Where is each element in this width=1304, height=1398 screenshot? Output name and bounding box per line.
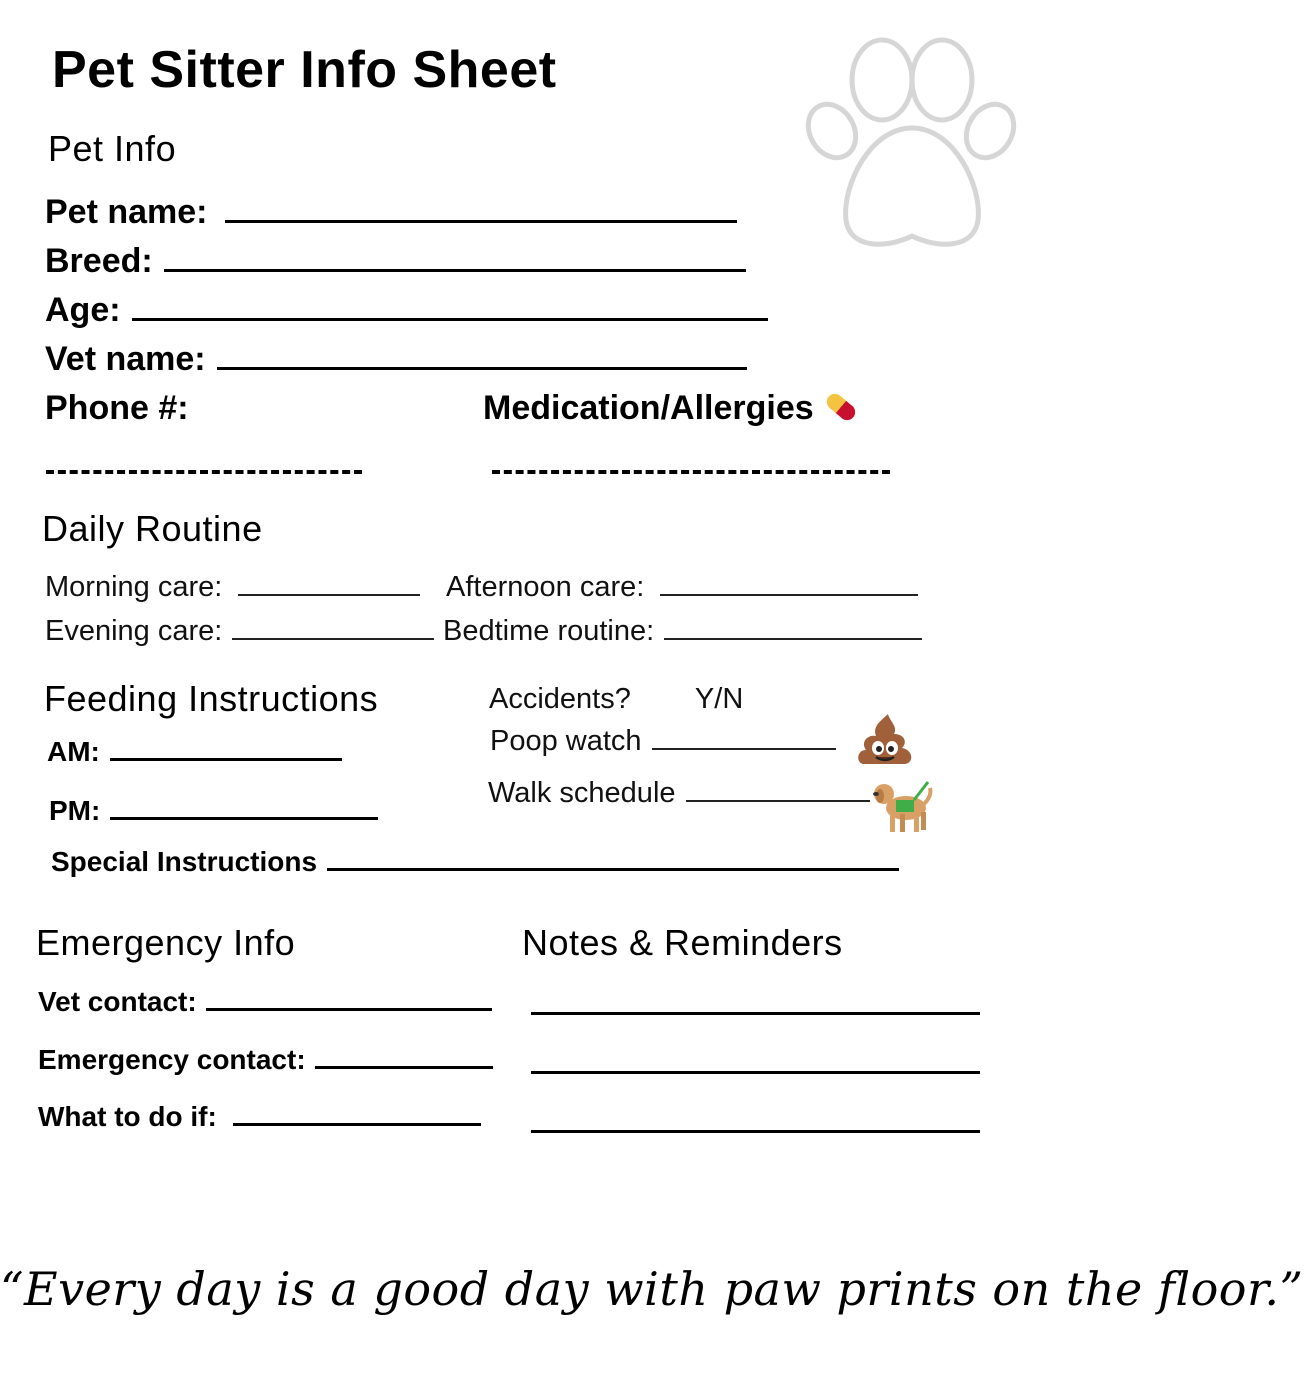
vet-name-row [45, 340, 747, 379]
accidents-yn[interactable]: Y/N [694, 683, 744, 715]
age-label: Age: [45, 291, 121, 329]
pm-field[interactable] [110, 817, 378, 820]
medication-row [483, 389, 861, 428]
special-instructions-row [51, 846, 899, 878]
special-instructions-field[interactable] [327, 868, 899, 871]
poop-watch-row [490, 725, 836, 758]
breed-label: Breed: [45, 242, 153, 280]
poop-watch-label: Poop watch [490, 725, 642, 757]
footer-quote: “Every day is a good day with paw prints on the floor.” [0, 1262, 1304, 1316]
evening-care-field[interactable] [232, 638, 434, 640]
morning-care-label: Morning care: [45, 571, 223, 603]
phone-label: Phone #: [45, 389, 189, 427]
medication-label: Medication/Allergies [483, 389, 814, 427]
am-row [47, 736, 342, 768]
notes-reminders-heading: Notes & Reminders [522, 922, 843, 963]
notes-line-2[interactable] [531, 1071, 980, 1074]
emergency-contact-row [38, 1044, 493, 1076]
accidents-label: Accidents? [489, 683, 631, 715]
pet-name-row [45, 193, 737, 232]
walk-schedule-label: Walk schedule [488, 777, 676, 809]
age-row [45, 291, 768, 330]
breed-row [45, 242, 746, 281]
what-to-do-field[interactable] [233, 1123, 481, 1126]
pet-name-field[interactable] [225, 220, 737, 223]
afternoon-care-field[interactable] [660, 594, 918, 596]
emergency-contact-field[interactable] [315, 1066, 493, 1069]
evening-care-label: Evening care: [45, 615, 223, 647]
guide-dog-icon [870, 776, 934, 834]
emergency-contact-label: Emergency contact: [38, 1044, 306, 1075]
walk-schedule-field[interactable] [686, 800, 870, 802]
pm-row [49, 795, 378, 827]
afternoon-care-label: Afternoon care: [446, 571, 645, 603]
poop-watch-field[interactable] [652, 748, 836, 750]
vet-name-label: Vet name: [45, 340, 206, 378]
am-label: AM: [47, 736, 100, 767]
bedtime-routine-label: Bedtime routine: [443, 615, 655, 647]
age-field[interactable] [132, 318, 768, 321]
special-instructions-label: Special Instructions [51, 846, 318, 877]
medication-field[interactable] [492, 470, 890, 474]
walk-schedule-row [488, 777, 870, 810]
morning-care-row [45, 571, 420, 604]
pill-icon [821, 387, 861, 427]
accidents-row [489, 683, 743, 716]
breed-field[interactable] [164, 269, 746, 272]
pet-info-heading: Pet Info [48, 128, 177, 169]
notes-line-3[interactable] [531, 1130, 980, 1133]
page-title: Pet Sitter Info Sheet [52, 41, 557, 99]
emergency-info-heading: Emergency Info [36, 922, 296, 963]
paw-print-icon [806, 36, 1018, 254]
daily-routine-heading: Daily Routine [42, 508, 263, 549]
afternoon-care-row [446, 571, 918, 604]
what-to-do-label: What to do if: [38, 1101, 217, 1132]
evening-care-row [45, 615, 434, 648]
pet-name-label: Pet name: [45, 193, 208, 231]
vet-contact-field[interactable] [206, 1008, 492, 1011]
phone-field[interactable] [46, 470, 362, 474]
bedtime-routine-row [443, 615, 922, 648]
bedtime-routine-field[interactable] [664, 638, 922, 640]
am-field[interactable] [110, 758, 342, 761]
notes-line-1[interactable] [531, 1012, 980, 1015]
poop-icon [856, 712, 914, 768]
pm-label: PM: [49, 795, 101, 826]
vet-name-field[interactable] [217, 367, 747, 370]
morning-care-field[interactable] [238, 594, 420, 596]
vet-contact-label: Vet contact: [38, 986, 197, 1017]
what-to-do-row [38, 1101, 481, 1133]
vet-contact-row [38, 986, 492, 1018]
feeding-instructions-heading: Feeding Instructions [44, 678, 379, 719]
